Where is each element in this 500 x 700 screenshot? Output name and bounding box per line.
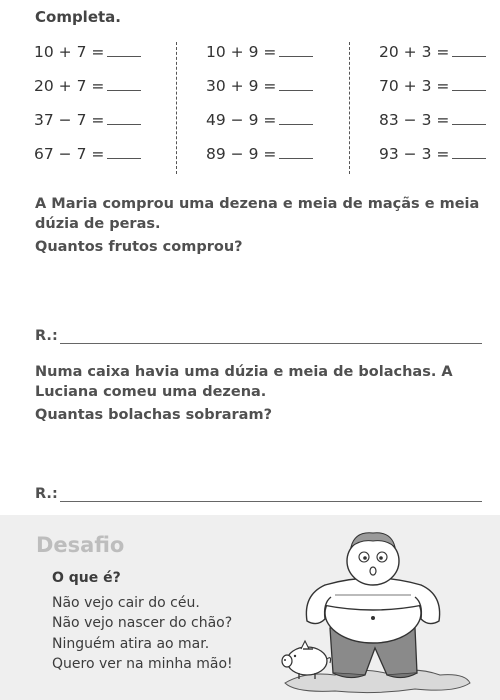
exercise-item (379, 144, 486, 170)
exercise-item (206, 42, 313, 68)
exercise-item (206, 144, 313, 170)
exercise-item (379, 42, 486, 68)
answer-blank[interactable] (452, 144, 486, 159)
problem-question: Quantas bolachas sobraram? (35, 407, 272, 423)
desafio-title: Desafio (36, 533, 125, 557)
answer-line-2[interactable] (35, 486, 482, 506)
boy-with-piggy-bank-illustration (265, 523, 480, 695)
answer-blank[interactable] (452, 110, 486, 125)
exercise-item (34, 110, 141, 136)
exercise-expression: 49 − 9 = (206, 111, 277, 129)
exercise-expression: 67 − 7 = (34, 145, 105, 163)
exercise-expression: 10 + 9 = (206, 43, 277, 61)
answer-underline (60, 343, 482, 344)
exercise-expression: 93 − 3 = (379, 145, 450, 163)
exercise-expression: 30 + 9 = (206, 77, 277, 95)
exercise-expression: 70 + 3 = (379, 77, 450, 95)
answer-label: R.: (35, 486, 58, 502)
answer-line-1[interactable] (35, 328, 482, 348)
riddle-line: Quero ver na minha mão! (52, 656, 233, 672)
answer-blank[interactable] (452, 42, 486, 57)
dashed-divider (349, 42, 350, 174)
answer-blank[interactable] (107, 76, 141, 91)
answer-blank[interactable] (452, 76, 486, 91)
word-problem-1 (35, 194, 485, 257)
dashed-divider (176, 42, 177, 174)
exercise-expression: 20 + 3 = (379, 43, 450, 61)
exercise-expression: 10 + 7 = (34, 43, 105, 61)
exercise-item (206, 110, 313, 136)
answer-blank[interactable] (279, 144, 313, 159)
problem-question: Quantos frutos comprou? (35, 239, 243, 255)
riddle-question: O que é? (52, 570, 121, 586)
problem-text: A Maria comprou uma dezena e meia de maçãs e meia dúzia de peras. (35, 196, 480, 232)
answer-blank[interactable] (107, 144, 141, 159)
riddle-line: Não vejo cair do céu. (52, 594, 200, 611)
answer-blank[interactable] (279, 110, 313, 125)
arithmetic-grid (34, 42, 484, 182)
exercise-item (34, 42, 141, 68)
answer-blank[interactable] (279, 42, 313, 57)
exercise-expression: 89 − 9 = (206, 145, 277, 163)
exercise-item (34, 76, 141, 102)
exercise-expression: 20 + 7 = (34, 77, 105, 95)
exercise-item (379, 76, 486, 102)
answer-label: R.: (35, 328, 58, 344)
exercise-item (379, 110, 486, 136)
riddle-line: Não vejo nascer do chão? (52, 615, 233, 631)
exercise-expression: 83 − 3 = (379, 111, 450, 129)
problem-text: Numa caixa havia uma dúzia e meia de bolachas. A Luciana comeu uma dezena. (35, 364, 453, 400)
exercise-heading: Completa. (35, 8, 121, 26)
answer-blank[interactable] (107, 110, 141, 125)
exercise-item (34, 144, 141, 170)
answer-blank[interactable] (279, 76, 313, 91)
answer-underline (60, 501, 482, 502)
exercise-expression: 37 − 7 = (34, 111, 105, 129)
riddle-line: Ninguém atira ao mar. (52, 635, 210, 652)
riddle (52, 568, 233, 675)
word-problem-2 (35, 362, 485, 425)
exercise-item (206, 76, 313, 102)
answer-blank[interactable] (107, 42, 141, 57)
